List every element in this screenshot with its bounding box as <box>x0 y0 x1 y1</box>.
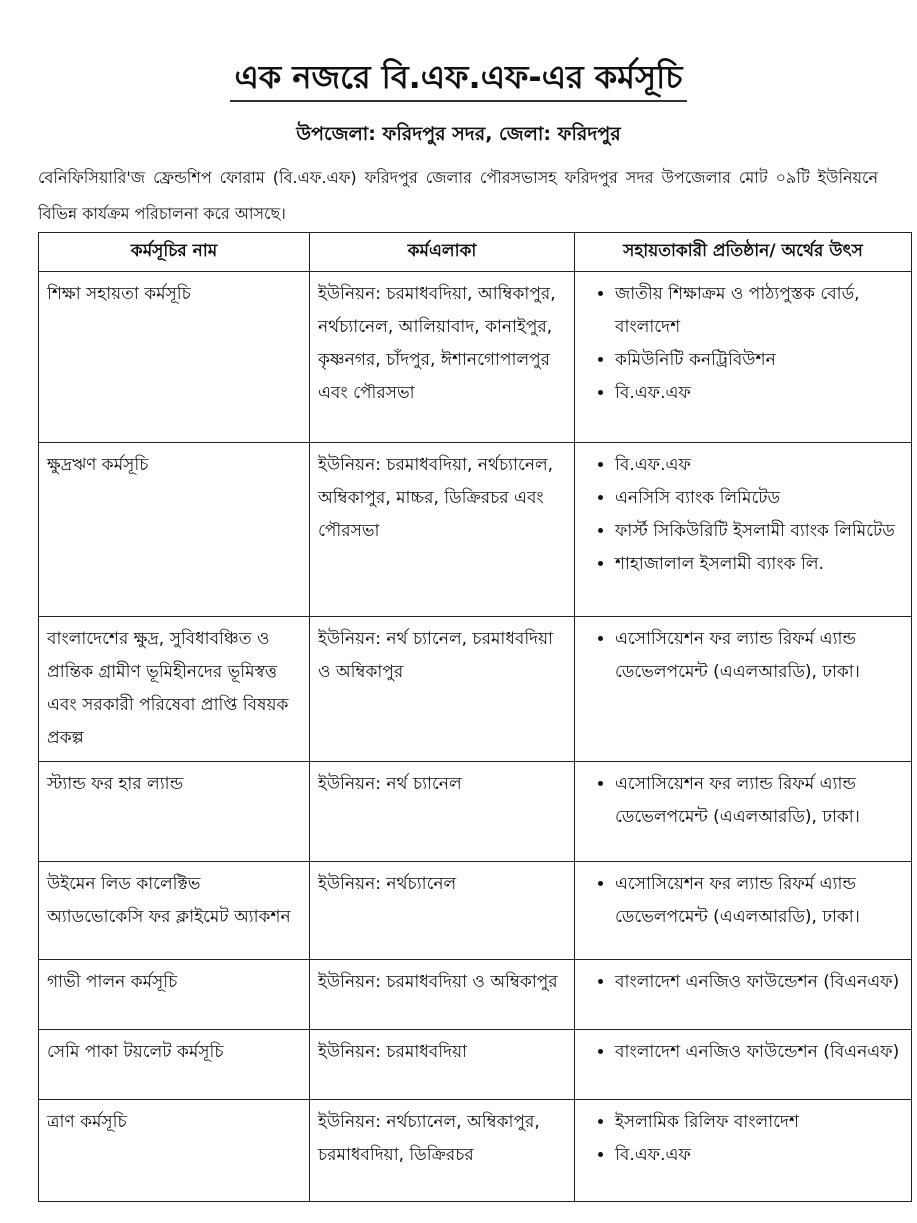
header-program-name: কর্মসূচির নাম <box>39 233 310 272</box>
source-item: • এসোসিয়েশন ফর ল্যান্ড রিফর্ম এ্যান্ড ডেভেলপমেন্ট (এএলআরডি), ঢাকা। <box>615 868 903 934</box>
work-area: ইউনিয়ন: নর্থচ্যানেল, অম্বিকাপুর, চরমাধবদিয়া, ডিক্রিরচর <box>310 1100 575 1202</box>
funding-sources <box>575 762 912 862</box>
program-name: উইমেন লিড কালেক্টিভ অ্যাডভোকেসি ফর ক্লাইমেট অ্যাকশন <box>39 862 310 960</box>
source-list <box>583 966 903 999</box>
source-list <box>583 1036 903 1069</box>
funding-sources <box>575 272 912 443</box>
subtitle: উপজেলা: ফরিদপুর সদর, জেলা: ফরিদপুর <box>296 123 621 145</box>
program-name: গাভী পালন কর্মসূচি <box>39 960 310 1030</box>
funding-sources <box>575 862 912 960</box>
work-area: ইউনিয়ন: চরমাধবদিয়া, আম্বিকাপুর, নর্থচ্যানেল, আলিয়াবাদ, কানাইপুর, কৃষ্ণনগর, চাঁদপুর, ঈশানগোপালপুর এবং পৌরসভা <box>310 272 575 443</box>
table-row <box>39 960 912 1030</box>
source-list <box>583 278 903 410</box>
source-item: • বাংলাদেশ এনজিও ফাউন্ডেশন (বিএনএফ) <box>615 966 903 999</box>
source-item: • এসোসিয়েশন ফর ল্যান্ড রিফর্ম এ্যান্ড ডেভেলপমেন্ট (এএলআরডি), ঢাকা। <box>615 768 903 834</box>
work-area: ইউনিয়ন: চরমাধবদিয়া ও অম্বিকাপুর <box>310 960 575 1030</box>
table-row <box>39 272 912 443</box>
source-item: • বি.এফ.এফ <box>615 377 903 410</box>
source-item: • জাতীয় শিক্ষাক্রম ও পাঠ্যপুস্তক বোর্ড, বাংলাদেশ <box>615 278 903 344</box>
page-title: এক নজরে বি.এফ.এফ-এর কর্মসূচি <box>0 52 917 106</box>
source-list <box>583 768 903 834</box>
work-area: ইউনিয়ন: নর্থ চ্যানেল, চরমাধবদিয়া ও অম্বিকাপুর <box>310 617 575 762</box>
header-work-area: কর্মএলাকা <box>310 233 575 272</box>
funding-sources <box>575 443 912 617</box>
source-list <box>583 1106 903 1172</box>
header-funding-source: সহায়তাকারী প্রতিষ্ঠান/ অর্থের উৎস <box>575 233 912 272</box>
work-area: ইউনিয়ন: চরমাধবদিয়া, নর্থচ্যানেল, অম্বিকাপুর, মাচ্চর, ডিক্রিরচর এবং পৌরসভা <box>310 443 575 617</box>
table-header-row <box>39 233 912 272</box>
intro-paragraph: বেনিফিসিয়ারি'জ ফ্রেন্ডশিপ ফোরাম (বি.এফ.এফ) ফরিদপুর জেলার পৌরসভাসহ ফরিদপুর সদর উপজেলার মোট ০৯টি ইউনিয়নে বিভিন্ন কার্যক্রম পরিচালনা করে আসছে। <box>38 168 878 223</box>
table-row <box>39 762 912 862</box>
table-row <box>39 443 912 617</box>
program-name: ত্রাণ কর্মসূচি <box>39 1100 310 1202</box>
funding-sources <box>575 960 912 1030</box>
table-row <box>39 617 912 762</box>
program-name: সেমি পাকা টয়লেট কর্মসূচি <box>39 1030 310 1100</box>
source-item: • কমিউনিটি কনট্রিবিউশন <box>615 344 903 377</box>
work-area: ইউনিয়ন: নর্থচ্যানেল <box>310 862 575 960</box>
source-item: • এসোসিয়েশন ফর ল্যান্ড রিফর্ম এ্যান্ড ডেভেলপমেন্ট (এএলআরডি), ঢাকা। <box>615 623 903 689</box>
source-item: • বি.এফ.এফ <box>615 449 903 482</box>
source-item: • ফার্স্ট সিকিউরিটি ইসলামী ব্যাংক লিমিটেড <box>615 515 903 548</box>
program-name: বাংলাদেশের ক্ষুদ্র, সুবিধাবঞ্চিত ও প্রান্তিক গ্রামীণ ভূমিহীনদের ভূমিস্বত্ত এবং সরকারী পরিষেবা প্রাপ্তি বিষয়ক প্রকল্প <box>39 617 310 762</box>
source-item: • বাংলাদেশ এনজিও ফাউন্ডেশন (বিএনএফ) <box>615 1036 903 1069</box>
source-list <box>583 449 903 581</box>
program-name: শিক্ষা সহায়তা কর্মসূচি <box>39 272 310 443</box>
table-row <box>39 1100 912 1202</box>
source-list <box>583 868 903 934</box>
work-area: ইউনিয়ন: চরমাধবদিয়া <box>310 1030 575 1100</box>
program-name: স্ট্যান্ড ফর হার ল্যান্ড <box>39 762 310 862</box>
source-list <box>583 623 903 689</box>
source-item: • ইসলামিক রিলিফ বাংলাদেশ <box>615 1106 903 1139</box>
table-row <box>39 1030 912 1100</box>
source-item: • বি.এফ.এফ <box>615 1139 903 1172</box>
source-item: • এনসিসি ব্যাংক লিমিটেড <box>615 482 903 515</box>
program-name: ক্ষুদ্রঋণ কর্মসূচি <box>39 443 310 617</box>
program-table <box>38 232 912 1202</box>
funding-sources <box>575 1100 912 1202</box>
work-area: ইউনিয়ন: নর্থ চ্যানেল <box>310 762 575 862</box>
source-item: • শাহাজালাল ইসলামী ব্যাংক লি. <box>615 548 903 581</box>
table-row <box>39 862 912 960</box>
funding-sources <box>575 617 912 762</box>
funding-sources <box>575 1030 912 1100</box>
